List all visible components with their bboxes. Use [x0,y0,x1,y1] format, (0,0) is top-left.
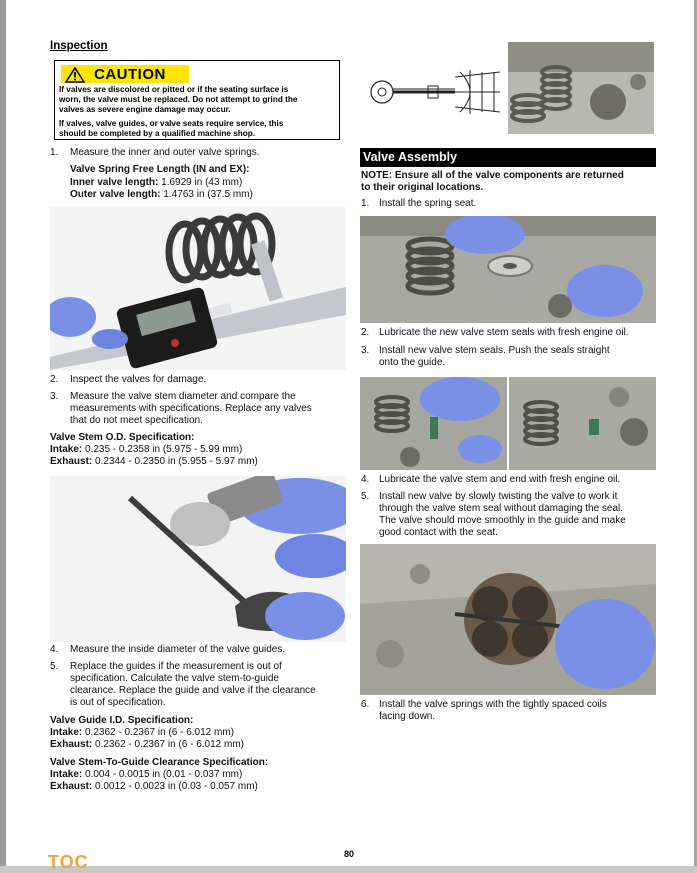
step-text: The valve should move smoothly in the guide and make [379,515,626,526]
spec-value: 0.2362 - 0.2367 in (6 - 6.012 mm) [82,727,234,738]
section-title: Inspection [50,40,108,52]
spec-value: 0.2362 - 0.2367 in (6 - 6.012 mm) [92,739,244,750]
caution-text: If valves are discolored or pitted or if the seating surface is [59,85,289,94]
stem-seal-photo-right [509,377,656,470]
step-text: specification. Calculate the valve stem-to-guide [70,673,279,684]
step-text: Measure the inner and outer valve springs. [70,147,260,158]
step-number: 1. [50,147,59,158]
caution-text: worn, the valve must be replaced. Do not attempt to grind the [59,95,298,104]
step-text: clearance. Replace the guide and valve if the clearance [70,685,316,696]
cylinder-head-photo-top [508,42,654,134]
step-text: Measure the inside diameter of the valve guides. [70,644,286,655]
caution-text: valves as severe engine damage may occur. [59,105,231,114]
spring-seat-photo [360,216,656,323]
step-text: onto the guide. [379,357,446,368]
step-text: Replace the guides if the measurement is out of [70,661,282,672]
step-text: good contact with the seat. [379,527,498,538]
spec-label: Intake: [50,769,83,780]
step-text: Measure the valve stem diameter and compare the [70,391,296,402]
spec-value: 0.0012 - 0.0023 in (0.03 - 0.057 mm) [92,781,258,792]
step-text: is out of specification. [70,697,166,708]
step-text: that do not meet specification. [70,415,203,426]
note-text: NOTE: Ensure all of the valve components are returned [361,170,624,181]
spec-heading: Valve Stem O.D. Specification: [50,432,195,443]
step-text: Install the spring seat. [379,198,477,209]
spec-value: 0.235 - 0.2358 in (5.975 - 5.99 mm) [82,444,243,455]
stem-seal-photo-left [360,377,507,470]
spec-label: Intake: [50,444,83,455]
toc-link[interactable]: TOC [48,852,89,872]
step-number: 6. [361,699,370,710]
step-text: measurements with specifications. Replace any valves [70,403,312,414]
step-text: Lubricate the new valve stem seals with fresh engine oil. [379,327,629,338]
step-number: 5. [361,491,370,502]
bore-gauge-drawing [360,42,506,132]
step-number: 2. [361,327,370,338]
step-number: 1. [361,198,370,209]
valve-stem-measure-photo [50,476,346,642]
valve-assembly-heading [360,148,656,167]
spec-heading: Valve Spring Free Length (IN and EX): [70,164,250,175]
step-text: Inspect the valves for damage. [70,374,207,385]
caution-banner [61,65,189,83]
spec-label: Exhaust: [50,739,93,750]
spec-heading: Valve Stem-To-Guide Clearance Specification: [50,757,269,768]
spec-label: Inner valve length: [70,177,159,188]
step-text: Install the valve springs with the tightly spaced coils [379,699,607,710]
page-number: 80 [344,849,355,859]
valve-assembly-title: Valve Assembly [363,150,458,164]
spec-value: 1.4763 in (37.5 mm) [160,189,253,200]
step-number: 3. [361,345,370,356]
manual-page [6,0,694,872]
caution-box [54,60,340,140]
spec-value: 0.004 - 0.0015 in (0.01 - 0.037 mm) [82,769,243,780]
spec-label: Intake: [50,727,83,738]
step-text: facing down. [379,711,436,722]
step-text: Install new valve by slowly twisting the valve to work it [379,491,618,502]
step-text: Install new valve stem seals. Push the seals straight [379,345,610,356]
step-number: 2. [50,374,59,385]
spec-label: Exhaust: [50,456,93,467]
caution-text: should be completed by a qualified machine shop. [59,129,256,138]
step-text: Lubricate the valve stem and end with fresh engine oil. [379,474,621,485]
step-number: 4. [361,474,370,485]
step-number: 3. [50,391,59,402]
step-number: 5. [50,661,59,672]
spec-value: 1.6929 in (43 mm) [158,177,243,188]
spec-value: 0.2344 - 0.2350 in (5.955 - 5.97 mm) [92,456,258,467]
caution-label: CAUTION [94,66,166,83]
spec-label: Exhaust: [50,781,93,792]
spec-label: Outer valve length: [70,189,161,200]
warning-icon [65,67,85,83]
caliper-spring-photo [50,207,346,370]
note-text: to their original locations. [361,182,484,193]
step-number: 4. [50,644,59,655]
step-text: through the valve stem seal without damaging the seal. [379,503,624,514]
spec-heading: Valve Guide I.D. Specification: [50,715,194,726]
caution-text: If valves, valve guides, or valve seats require service, this [59,119,284,128]
install-valve-photo [360,544,656,695]
